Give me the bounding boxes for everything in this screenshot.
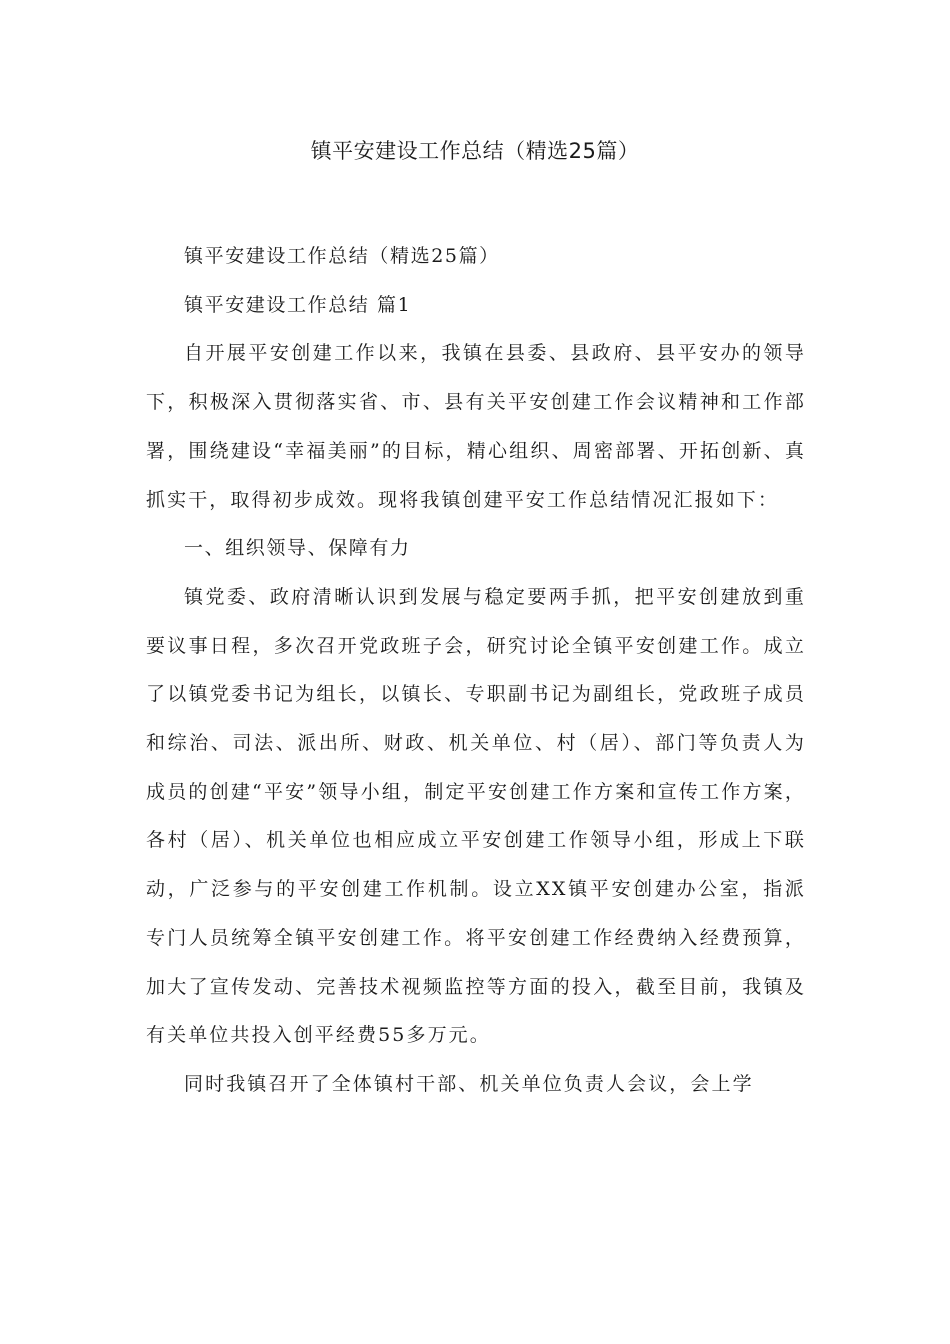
body-paragraph-meeting: 同时我镇召开了全体镇村干部、机关单位负责人会议，会上学 <box>184 1072 754 1095</box>
section-heading-part1: 镇平安建设工作总结 篇1 <box>184 293 412 316</box>
body-paragraph-intro: 自开展平安创建工作以来，我镇在县委、县政府、县平安办的领导下，积极深入贯彻落实省、市、县有关平安创建工作会议精神和工作部署，围绕建设“幸福美丽”的目标，精心组织、周密部署、开拓创新、真抓实干，取得初步成效。现将我镇创建平安工作总结情况汇报如下： <box>146 342 806 511</box>
subtitle-paragraph: 镇平安建设工作总结（精选25篇） <box>184 245 500 267</box>
document-body <box>146 232 806 1109</box>
body-paragraph-organization: 镇党委、政府清晰认识到发展与稳定要两手抓，把平安创建放到重要议事日程，多次召开党政班子会，研究讨论全镇平安创建工作。成立了以镇党委书记为组长，以镇长、专职副书记为副组长，党政班子成员和综治、司法、派出所、财政、机关单位、村（居）、部门等负责人为成员的创建“平安”领导小组，制定平安创建工作方案和宣传工作方案，各村（居）、机关单位也相应成立平安创建工作领导小组，形成上下联动，广泛参与的平安创建工作机制。设立XX镇平安创建办公室，指派专门人员统筹全镇平安创建工作。将平安创建工作经费纳入经费预算，加大了宣传发动、完善技术视频监控等方面的投入，截至目前，我镇及有关单位共投入创平经费55多万元。 <box>146 585 806 1047</box>
section-heading-organization: 一、组织领导、保障有力 <box>184 537 411 560</box>
document-title: 镇平安建设工作总结（精选25篇） <box>310 139 640 163</box>
